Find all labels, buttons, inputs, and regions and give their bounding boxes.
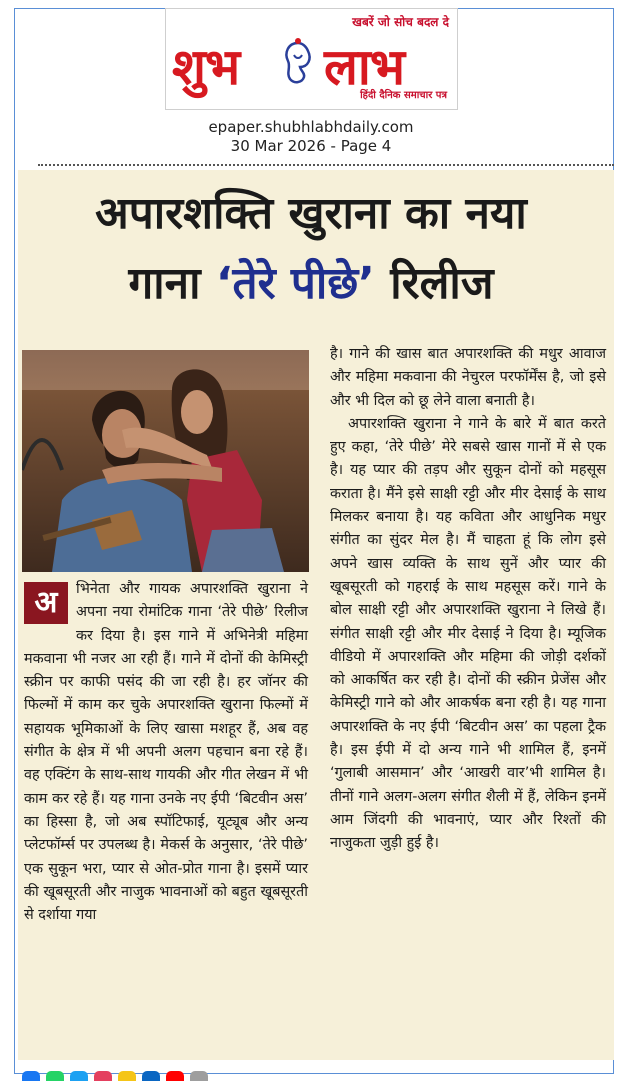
facebook-icon[interactable] xyxy=(22,1071,40,1081)
source-date-page: 30 Mar 2026 - Page 4 xyxy=(230,137,392,155)
source-url[interactable]: epaper.shubhlabhdaily.com xyxy=(208,118,414,136)
masthead-logo[interactable] xyxy=(165,8,458,110)
article-column-right xyxy=(330,343,606,856)
headline-word: रिलीज xyxy=(374,258,494,309)
article-column-left xyxy=(24,578,308,927)
masthead-subtagline: हिंदी दैनिक समाचार पत्र xyxy=(360,90,447,101)
logo-word-left: शुभ xyxy=(172,38,240,96)
more-icon[interactable] xyxy=(190,1071,208,1081)
youtube-icon[interactable] xyxy=(166,1071,184,1081)
whatsapp-icon[interactable] xyxy=(46,1071,64,1081)
linkedin-icon[interactable] xyxy=(142,1071,160,1081)
article-paragraph: अपारशक्ति खुराना ने गाने के बारे में बात करते हुए कहा, ‘तेरे पीछे’ मेरे सबसे खास गानों में से एक है। यह प्यार की तड़प और सुकून दोनों को महसूस कराता है। मैंने इसे साक्षी रट्टी और मीर देसाई के साथ मिलकर बनाया है। यह कविता और आधुनिक मधुर संगीत का सुंदर मेल है। मैं चाहता हूं कि लोग इसे अपने खास व्यक्ति के साथ सुनें और प्यार की खूबसूरती को गहराई के साथ महसूस करें। गाने के बोल साक्षी रट्टी और अपारशक्ति खुराना ने लिखे हैं। संगीत साक्षी रट्टी और मीर देसाई ने दिया है। म्यूजिक वीडियो में अपारशक्ति और महिमा की जोड़ी दर्शकों को आकर्षित कर रही है। दोनों की स्क्रीन प्रेजेंस और केमिस्ट्री गाने को और आकर्षक बना रही है। यह गाना अपारशक्ति के नए ईपी ‘बिटवीन अस’ का पहला ट्रैक है। इस ईपी में दो अन्य गाने भी शामिल हैं, इनमें ‘गुलाबी आसमान’ और ‘आखरी वार’भी शामिल है। तीनों गाने अलग-अलग संगीत शैली में हैं, लेकिन इनमें आम जिंदगी की भावनाएं, प्यार और रिश्तों की नाजुकता जुड़ी हुई है। xyxy=(330,415,606,852)
masthead-tagline: खबरें जो सोच बदल दे xyxy=(352,15,449,29)
ganesh-icon xyxy=(274,37,322,87)
headline-line-2 xyxy=(0,256,622,312)
headline-song-title: ‘तेरे पीछे’ xyxy=(215,258,375,309)
drop-cap: अ xyxy=(24,582,68,624)
article-paragraph: भिनेता और गायक अपारशक्ति खुराना ने अपना नया रोमांटिक गाना ‘तेरे पीछे’ रिलीज कर दिया है। इस गाने में अभिनेत्री महिमा मकवाना भी नजर आ रही हैं। गाने में दोनों की केमिस्ट्री स्क्रीन पर काफी पसंद की जा रही है। हर जॉनर की फिल्मों में काम कर चुके अपारशक्ति खुराना फिल्मों में सहायक भूमिकाओं के लिए खासा मशहूर हैं, अब वह संगीत के क्षेत्र में भी अपनी अलग पहचान बना रहे हैं। वह एक्टिंग के साथ-साथ गायकी और गीत लेखन में भी काम कर रहे हैं। यह गाना उनके नए ईपी ‘बिटवीन अस’ का हिस्सा है, जो अब स्पॉटिफाई, यूट्यूब और अन्य प्लेटफॉर्म्स पर उपलब्ध है। मेकर्स के अनुसार, ‘तेरे पीछे’ एक सुकून भरा, प्यार से ओत-प्रोत गाना है। इसमें प्यार की खूबसूरती और नाजुक भावनाओं को बहुत खूबसूरती से दर्शाया गया xyxy=(24,581,308,924)
share-icon[interactable] xyxy=(118,1071,136,1081)
instagram-icon[interactable] xyxy=(94,1071,112,1081)
bottom-share-strip xyxy=(22,1071,602,1081)
headline-line-1: अपारशक्ति खुराना का नया xyxy=(95,188,527,239)
dotted-divider xyxy=(38,164,614,166)
article-paragraph: है। गाने की खास बात अपारशक्ति की मधुर आवाज और महिमा मकवाना की नेचुरल परफॉर्मेंस है, जो इसे और भी दिल को छू लेने वाला बनाती है। xyxy=(330,346,606,409)
logo-word-right: लाभ xyxy=(324,38,404,96)
twitter-icon[interactable] xyxy=(70,1071,88,1081)
headline-word: गाना xyxy=(128,258,216,309)
article-photo xyxy=(22,350,309,572)
